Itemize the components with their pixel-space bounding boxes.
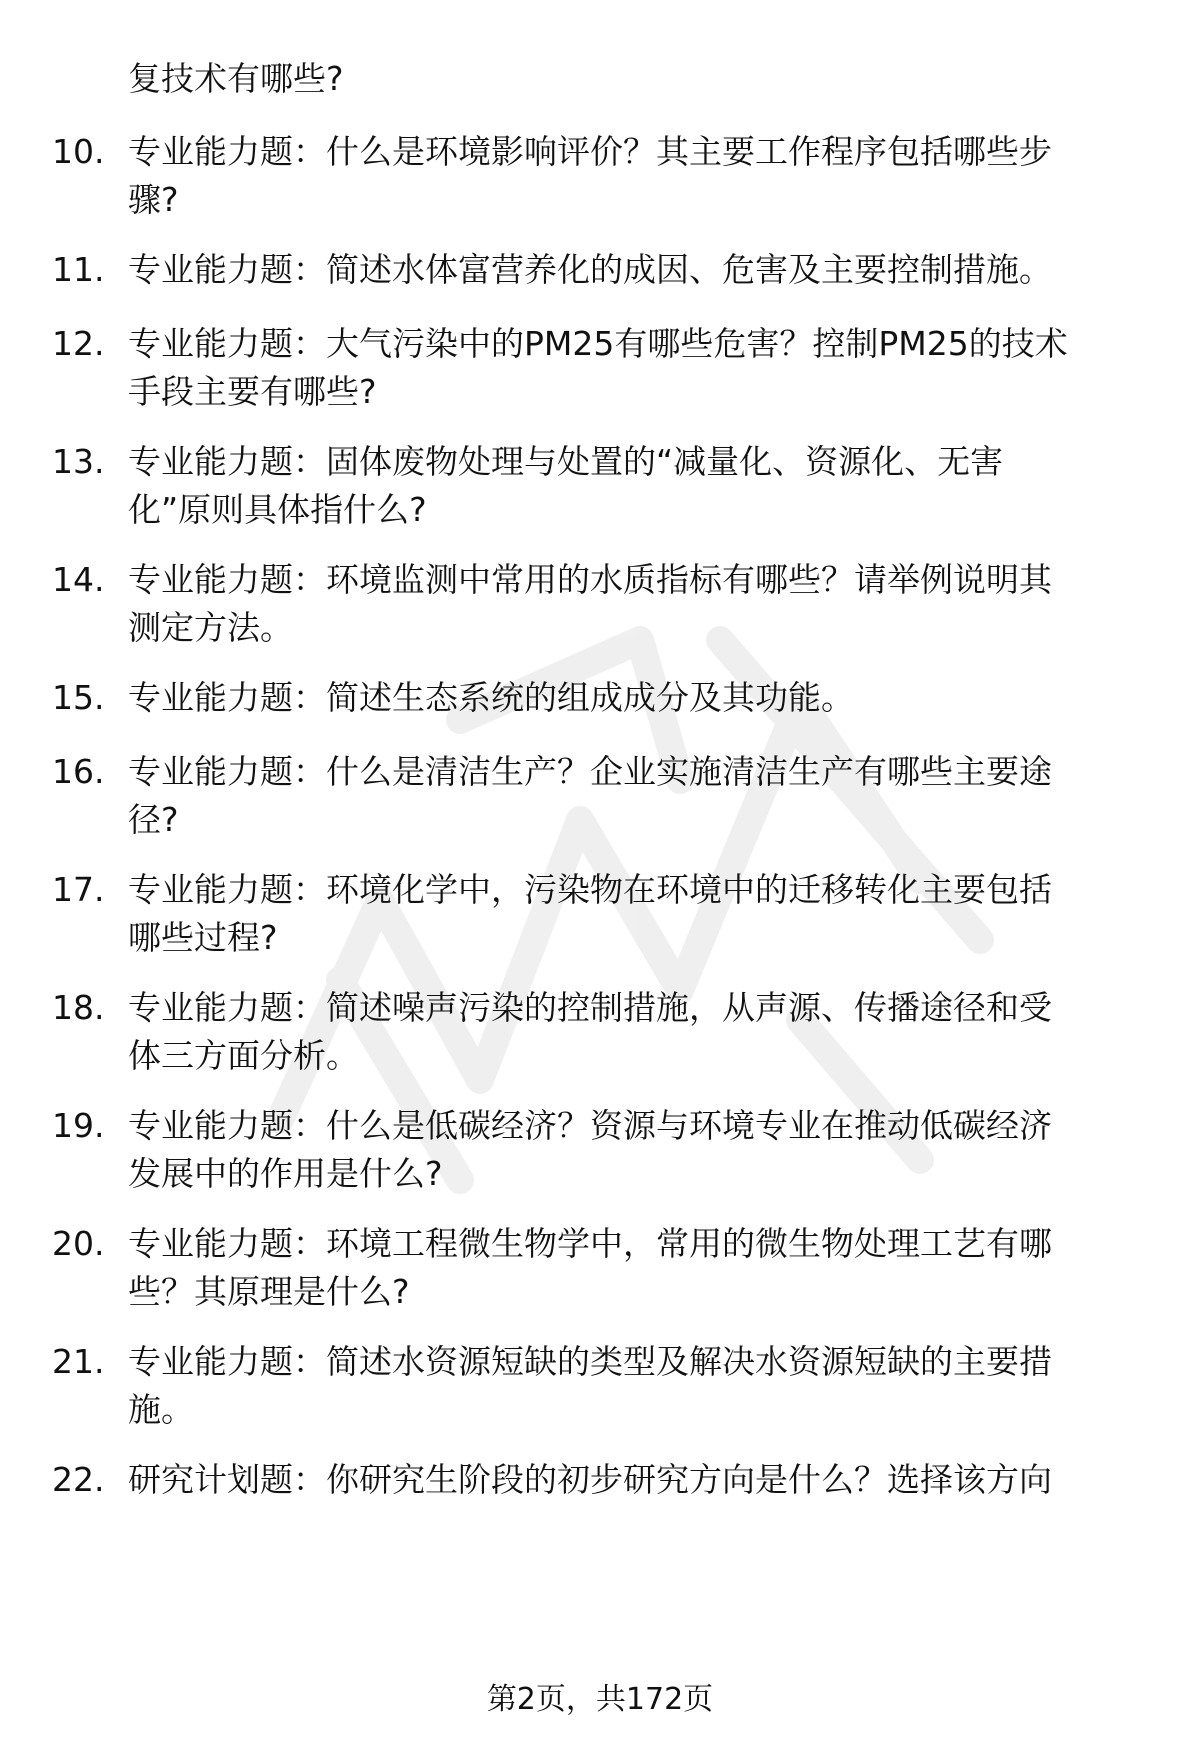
continued-text: 复技术有哪些?	[128, 59, 344, 98]
question-text: 专业能力题：简述生态系统的组成成分及其功能。	[128, 678, 854, 717]
question-number: 15.	[52, 678, 105, 717]
question-text: 专业能力题：什么是环境影响评价？其主要工作程序包括哪些步 骤?	[128, 132, 1052, 219]
question-number: 19.	[52, 1106, 105, 1145]
question-number: 21.	[52, 1342, 105, 1381]
question-text: 专业能力题：环境工程微生物学中，常用的微生物处理工艺有哪 些？其原理是什么?	[128, 1224, 1052, 1311]
question-number: 12.	[52, 324, 105, 363]
question-text: 专业能力题：简述水资源短缺的类型及解决水资源短缺的主要措 施。	[128, 1342, 1052, 1429]
page-footer: 第2页，共172页	[486, 1682, 714, 1717]
question-number: 16.	[52, 752, 105, 791]
question-number: 11.	[52, 250, 105, 289]
question-number: 13.	[52, 442, 105, 481]
question-text: 研究计划题：你研究生阶段的初步研究方向是什么？选择该方向	[128, 1460, 1052, 1499]
question-text: 专业能力题：环境监测中常用的水质指标有哪些？请举例说明其 测定方法。	[128, 560, 1052, 647]
question-number: 20.	[52, 1224, 105, 1263]
question-text: 专业能力题：环境化学中，污染物在环境中的迁移转化主要包括 哪些过程?	[128, 870, 1052, 957]
question-text: 专业能力题：简述噪声污染的控制措施，从声源、传播途径和受 体三方面分析。	[128, 988, 1052, 1075]
question-text: 专业能力题：固体废物处理与处置的“减量化、资源化、无害 化”原则具体指什么?	[128, 442, 1004, 529]
question-number: 14.	[52, 560, 105, 599]
question-text: 专业能力题：简述水体富营养化的成因、危害及主要控制措施。	[128, 250, 1052, 289]
question-number: 22.	[52, 1460, 105, 1499]
question-text: 专业能力题：什么是低碳经济？资源与环境专业在推动低碳经济 发展中的作用是什么?	[128, 1106, 1052, 1193]
question-number: 18.	[52, 988, 105, 1027]
question-number: 17.	[52, 870, 105, 909]
question-text: 专业能力题：什么是清洁生产？企业实施清洁生产有哪些主要途 径?	[128, 752, 1052, 839]
question-number: 10.	[52, 132, 105, 171]
question-text: 专业能力题：大气污染中的PM25有哪些危害？控制PM25的技术 手段主要有哪些?	[128, 324, 1068, 411]
